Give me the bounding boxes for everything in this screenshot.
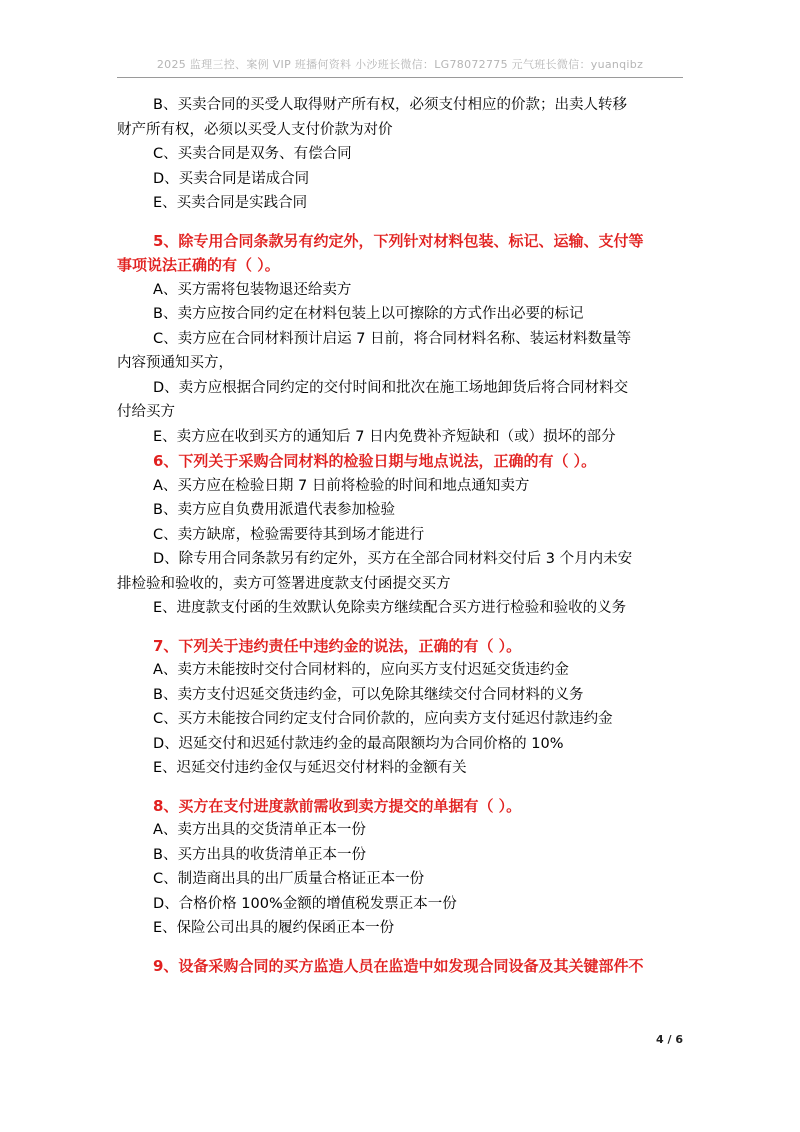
option-text-line: E、迟延交付违约金仅与延迟交付材料的金额有关 — [153, 760, 467, 776]
option-text-line: 内容预通知买方， — [117, 355, 233, 371]
document-body — [117, 93, 683, 978]
option-text-line: D、卖方应根据合同约定的交付时间和批次在施工场地卸货后将合同材料交 — [153, 379, 629, 396]
option-text-line: B、卖方应自负费用派遣代表参加检验 — [153, 502, 395, 518]
option-text-line: C、买方未能按合同约定支付合同价款的，应向卖方支付延迟付款违约金 — [153, 711, 613, 727]
option-text-line: D、除专用合同条款另有约定外，买方在全部合同材料交付后 3 个月内未安 — [153, 551, 633, 567]
paragraph-gap — [117, 216, 683, 229]
option-text-line: A、买方需将包装物退还给卖方 — [153, 281, 352, 298]
option-text-line: A、卖方出具的交货清单正本一份 — [153, 822, 366, 838]
option-text-line: A、买方应在检验日期 7 日前将检验的时间和地点通知卖方 — [153, 477, 530, 494]
option-text-line: E、买卖合同是实践合同 — [153, 195, 308, 211]
question-text-line: 6、下列关于采购合同材料的检验日期与地点说法，正确的有（ ）。 — [153, 452, 597, 470]
option-text-line: D、买卖合同是诺成合同 — [153, 170, 310, 187]
option-text-line: E、保险公司出具的履约保函正本一份 — [153, 920, 395, 936]
option-text-line: E、卖方应在收到买方的通知后 7 日内免费补齐短缺和（或）损坏的部分 — [153, 428, 616, 445]
option-text-line: D、合格价格 100%金额的增值税发票正本一份 — [153, 895, 457, 912]
option-text-line: C、买卖合同是双务、有偿合同 — [153, 146, 352, 162]
option-text-line: B、卖方支付迟延交货违约金，可以免除其继续交付合同材料的义务 — [153, 686, 584, 703]
page-number: 4 / 6 — [656, 1033, 683, 1046]
option-text-line: B、卖方应按合同约定在材料包装上以可擦除的方式作出必要的标记 — [153, 306, 584, 322]
option-text-line: B、买方出具的收货清单正本一份 — [153, 846, 366, 863]
option-text-line: 付给买方 — [117, 404, 175, 420]
option-text-line: C、卖方应在合同材料预计启运 7 日前，将合同材料名称、装运材料数量等 — [153, 330, 632, 347]
paragraph-gap — [117, 621, 683, 634]
header-divider — [117, 77, 683, 78]
page-header-watermark: 2025 监理三控、案例 VIP 班播何资料 小沙班长微信：LG78072775 元气班长微信：yuanqibz — [156, 58, 644, 71]
question-text-line: 事项说法正确的有（ ）。 — [117, 256, 280, 274]
question-text-line: 5、除专用合同条款另有约定外，下列针对材料包装、标记、运输、支付等 — [153, 231, 644, 250]
option-text-line: D、迟延交付和迟延付款违约金的最高限额均为合同价格的 10% — [153, 735, 564, 752]
paragraph-gap — [117, 781, 683, 794]
option-text-line: C、卖方缺席，检验需要待其到场才能进行 — [153, 526, 425, 543]
option-text-line: 排检验和验收的，卖方可签署进度款支付函提交买方 — [117, 575, 451, 592]
option-text-line: 财产所有权，必须以买受人支付价款为对价 — [117, 121, 393, 138]
option-text-line: A、卖方未能按时交付合同材料的，应向买方支付迟延交货违约金 — [153, 662, 569, 678]
option-text-line: C、制造商出具的出厂质量合格证正本一份 — [153, 871, 425, 887]
question-text-line: 8、买方在支付进度款前需收到卖方提交的单据有（ ）。 — [153, 796, 522, 815]
question-text-line: 7、下列关于违约责任中违约金的说法，正确的有（ ）。 — [153, 636, 522, 655]
option-text-line: B、买卖合同的买受人取得财产所有权，必须支付相应的价款；出卖人转移 — [153, 97, 627, 113]
option-text-line: E、进度款支付函的生效默认免除卖方继续配合买方进行检验和验收的义务 — [153, 600, 627, 616]
question-text-line: 9、设备采购合同的买方监造人员在监造中如发现合同设备及其关键部件不 — [153, 956, 644, 975]
paragraph-gap — [117, 941, 683, 954]
